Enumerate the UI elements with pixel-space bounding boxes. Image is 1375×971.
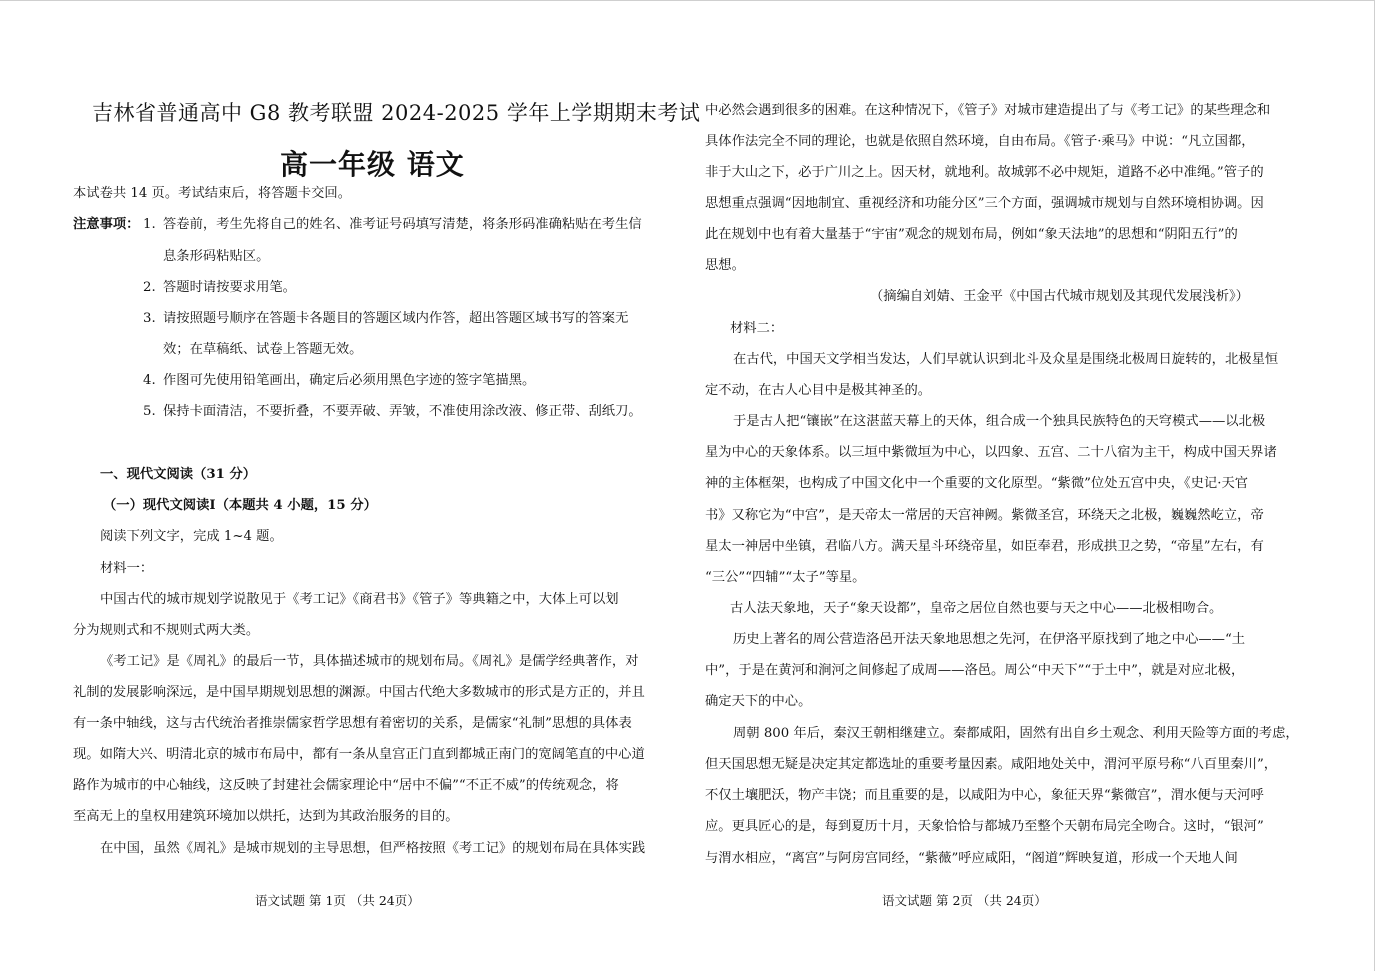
notice-2-num: 2. <box>143 280 156 295</box>
body-line: “三公”“四辅”“太子”等星。 <box>705 570 866 585</box>
body-line: 神的主体框架，也构成了中国文化中一个重要的文化原型。“紫微”位处五宫中央，《史记·天官 <box>705 476 1249 491</box>
body-line: 与渭水相应，“离宫”与阿房宫同经，“紫薇”呼应咸阳，“阁道”辉映复道，形成一个天地人间 <box>705 851 1238 866</box>
material-one-label: 材料一： <box>100 561 154 576</box>
body-line: 在中国，虽然《周礼》是城市规划的主导思想，但严格按照《考工记》的规划布局在具体实践 <box>100 841 646 856</box>
exam-subtitle: 高一年级 语文 <box>280 148 465 181</box>
page-footer: 语文试题 第 1页 （共 24页） <box>255 893 420 908</box>
sub-heading: （一）现代文阅读Ⅰ（本题共 4 小题，15 分） <box>103 498 377 513</box>
body-line: 但天国思想无疑是决定其定都选址的重要考量因素。咸阳地处关中，渭河平原号称“八百里秦川”， <box>705 757 1278 772</box>
body-line: 思想重点强调“因地制宜、重视经济和功能分区”三个方面，强调城市规划与自然环境相协调。因 <box>705 196 1264 211</box>
body-line: 非于大山之下，必于广川之上。因天材，就地利。故城郭不必中规矩，道路不必中准绳。”管子的 <box>705 165 1264 180</box>
notice-5-num: 5. <box>143 404 156 419</box>
body-line: 星为中心的天象体系。以三垣中紫微垣为中心，以四象、五宫、二十八宿为主干，构成中国天界诸 <box>705 445 1277 460</box>
body-line: 定不动，在古人心目中是极其神圣的。 <box>705 383 932 398</box>
body-line: 星太一神居中坐镇，君临八方。满天星斗环绕帝星，如臣奉君，形成拱卫之势，“帝星”左右，有 <box>705 539 1264 554</box>
body-line: 在古代，中国天文学相当发达，人们早就认识到北斗及众星是围绕北极周日旋转的，北极星恒 <box>733 352 1279 367</box>
body-line: 中”，于是在黄河和涧河之间修起了成周——洛邑。周公“中天下”“于土中”，就是对应北极， <box>705 663 1245 678</box>
exam-intro: 本试卷共 14 页。考试结束后，将答题卡交回。 <box>73 186 352 201</box>
body-line: 《考工记》是《周礼》的最后一节，具体描述城市的规划布局。《周礼》是儒学经典著作，对 <box>100 654 639 669</box>
notice-5-line-1: 保持卡面清洁，不要折叠，不要弄破、弄皱，不准使用涂改液、修正带、刮纸刀。 <box>163 404 642 419</box>
body-line: 路作为城市的中心轴线，这反映了封建社会儒家理论中“居中不偏”“不正不威”的传统观念，将 <box>73 778 619 793</box>
body-line: 中国古代的城市规划学说散见于《考工记》《商君书》《管子》等典籍之中，大体上可以划 <box>100 592 619 607</box>
body-line: 历史上著名的周公营造洛邑开法天象地思想之先河，在伊洛平原找到了地之中心——“土 <box>733 632 1246 647</box>
notice-1-line-2: 息条形码粘贴区。 <box>163 249 270 264</box>
body-line: 此在规划中也有着大量基于“宇宙”观念的规划布局，例如“象天法地”的思想和“阴阳五行”的 <box>705 227 1238 242</box>
notice-1-line-1: 答卷前，考生先将自己的姓名、准考证号码填写清楚，将条形码准确粘贴在考生信 <box>163 217 642 232</box>
body-line: 具体作法完全不同的理论，也就是依照自然环境，自由布局。《管子·乘马》中说：“凡立国都， <box>705 134 1255 149</box>
body-line: 礼制的发展影响深远，是中国早期规划思想的渊源。中国古代绝大多数城市的形式是方正的，并且 <box>73 685 645 700</box>
reading-instruction: 阅读下列文字，完成 1~4 题。 <box>100 529 283 544</box>
page-2 <box>690 0 1375 971</box>
notice-4-num: 4. <box>143 373 156 388</box>
body-line: 分为规则式和不规则式两大类。 <box>73 623 260 638</box>
body-line: 于是古人把“镶嵌”在这湛蓝天幕上的天体，组合成一个独具民族特色的天穹模式——以北极 <box>733 414 1266 429</box>
body-line: 书》又称它为“中宫”，是天帝太一常居的天宫神阙。紫微圣宫，环绕天之北极，巍巍然屹立，帝 <box>705 508 1264 523</box>
notice-3-line-2: 效；在草稿纸、试卷上答题无效。 <box>163 342 363 357</box>
notice-3-num: 3. <box>143 311 156 326</box>
body-line: 中必然会遇到很多的困难。在这种情况下，《管子》对城市建造提出了与《考工记》的某些理念和 <box>705 103 1271 118</box>
material-two-label: 材料二： <box>730 321 784 336</box>
body-line: 有一条中轴线，这与古代统治者推崇儒家哲学思想有着密切的关系，是儒家“礼制”思想的具体表 <box>73 716 632 731</box>
section-heading: 一、现代文阅读（31 分） <box>100 467 257 482</box>
body-line: 思想。 <box>705 258 745 273</box>
body-line: 现。如隋大兴、明清北京的城市布局中，都有一条从皇宫正门直到都城正南门的宽阔笔直的中心道 <box>73 747 645 762</box>
body-line: 古人法天象地，天子“象天设都”，皇帝之居位自然也要与天之中心——北极相吻合。 <box>730 601 1223 616</box>
body-line: 至高无上的皇权用建筑环境加以烘托，达到为其政治服务的目的。 <box>73 809 459 824</box>
page-footer: 语文试题 第 2页 （共 24页） <box>882 893 1047 908</box>
notice-1-num: 1. <box>143 217 156 232</box>
notice-3-line-1: 请按照题号顺序在答题卡各题目的答题区域内作答，超出答题区域书写的答案无 <box>163 311 629 326</box>
body-line: 不仅土壤肥沃，物产丰饶；而且重要的是，以咸阳为中心，象征天界“紫微宫”，渭水便与天河呼 <box>705 788 1264 803</box>
body-line: 应。更具匠心的是，每到夏历十月，天象恰恰与都城乃至整个天朝布局完全吻合。这时，“银河” <box>705 819 1264 834</box>
notice-label: 注意事项： <box>73 217 140 232</box>
notice-4-line-1: 作图可先使用铅笔画出，确定后必须用黑色字迹的签字笔描黑。 <box>163 373 536 388</box>
body-line: 确定天下的中心。 <box>705 694 812 709</box>
body-line: 周朝 800 年后，秦汉王朝相继建立。秦都咸阳，固然有出自乡土观念、利用天险等方面的考虑， <box>733 726 1299 741</box>
notice-2-line-1: 答题时请按要求用笔。 <box>163 280 296 295</box>
source-citation: （摘编自刘婧、王金平《中国古代城市规划及其现代发展浅析》） <box>870 289 1249 304</box>
exam-title: 吉林省普通高中 G8 教考联盟 2024-2025 学年上学期期末考试 <box>92 101 701 125</box>
